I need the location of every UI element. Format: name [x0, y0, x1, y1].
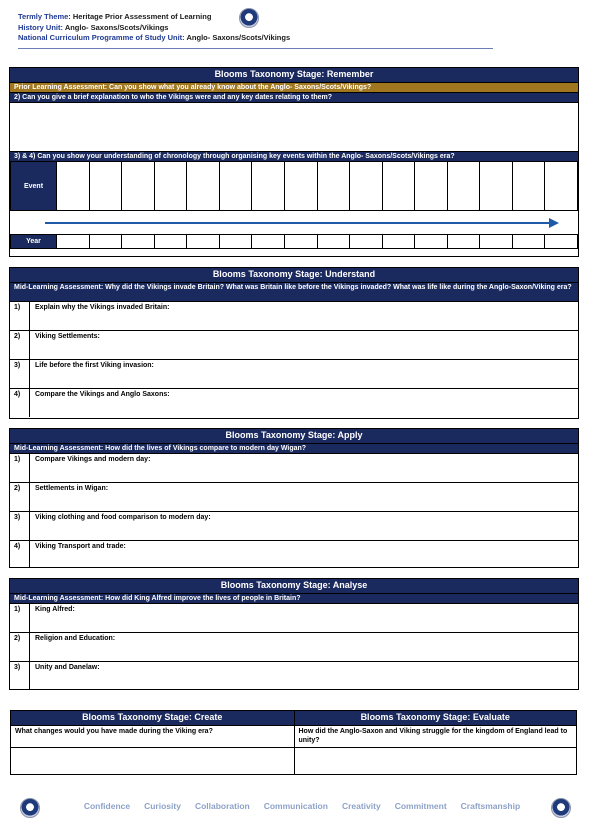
understand-bar: Mid-Learning Assessment: Why did the Vikings invade Britain? What was Britain like before the Vikings invaded? What was life like during the Anglo-Saxon/Viking era?: [10, 282, 578, 301]
row-prompt: Religion and Education:: [35, 635, 116, 642]
evaluate-question: How did the Anglo-Saxon and Viking struggle for the kingdom of England lead to unity?: [295, 725, 577, 747]
event-cell[interactable]: [512, 162, 545, 211]
termly-theme-value: Heritage Prior Assessment of Learning: [72, 12, 212, 21]
year-cell[interactable]: [350, 235, 383, 249]
apply-title: Blooms Taxonomy Stage: Apply: [10, 429, 578, 443]
remember-section: [9, 67, 579, 257]
year-cell[interactable]: [89, 235, 122, 249]
curriculum-label: National Curriculum Programme of Study Unit:: [18, 33, 185, 42]
row-number: 3): [10, 662, 30, 689]
curriculum-value: Anglo- Saxons/Scots/Vikings: [186, 33, 291, 42]
event-cell[interactable]: [284, 162, 317, 211]
evaluate-title: Blooms Taxonomy Stage: Evaluate: [295, 711, 577, 725]
event-cell[interactable]: [447, 162, 480, 211]
row-number: 4): [10, 389, 30, 417]
event-cell[interactable]: [122, 162, 155, 211]
header-divider: [18, 48, 493, 49]
event-cell[interactable]: [57, 162, 90, 211]
analyse-row[interactable]: [10, 661, 578, 689]
row-prompt: Viking clothing and food comparison to modern day:: [35, 514, 211, 521]
event-cell[interactable]: [545, 162, 578, 211]
event-row: [11, 162, 578, 211]
timeline-arrow-row: [11, 211, 578, 235]
curriculum-line: [18, 33, 498, 44]
row-prompt: Unity and Danelaw:: [35, 664, 100, 671]
year-cell[interactable]: [252, 235, 285, 249]
event-cell[interactable]: [317, 162, 350, 211]
year-cell[interactable]: [512, 235, 545, 249]
value-commitment: Commitment: [394, 801, 447, 811]
value-confidence: Confidence: [83, 801, 131, 811]
understand-row[interactable]: [10, 330, 578, 359]
row-prompt: Compare Vikings and modern day:: [35, 456, 151, 463]
timeline-table: [10, 161, 578, 249]
event-cell[interactable]: [382, 162, 415, 211]
year-row: [11, 235, 578, 249]
value-craftsmanship: Craftsmanship: [460, 801, 521, 811]
row-prompt: Life before the first Viking invasion:: [35, 362, 154, 369]
row-number: 2): [10, 331, 30, 359]
year-label: Year: [11, 235, 57, 249]
event-cell[interactable]: [415, 162, 448, 211]
event-cell[interactable]: [154, 162, 187, 211]
analyse-title: Blooms Taxonomy Stage: Analyse: [10, 579, 578, 593]
remember-title: Blooms Taxonomy Stage: Remember: [10, 68, 578, 82]
understand-section: [9, 267, 579, 419]
event-label: Event: [11, 162, 57, 211]
year-cell[interactable]: [415, 235, 448, 249]
event-cell[interactable]: [480, 162, 513, 211]
termly-theme-label: Termly Theme:: [18, 12, 71, 21]
remember-answer-2[interactable]: [10, 102, 578, 151]
row-prompt: Viking Settlements:: [35, 333, 100, 340]
prior-learning-bar: Prior Learning Assessment: Can you show what you already know about the Anglo- Saxons/Scots/Vikings?: [10, 82, 578, 92]
year-cell[interactable]: [219, 235, 252, 249]
apply-section: [9, 428, 579, 568]
create-column: [11, 711, 294, 774]
timeline-arrow-icon: [45, 217, 565, 229]
understand-title: Blooms Taxonomy Stage: Understand: [10, 268, 578, 282]
apply-bar: Mid-Learning Assessment: How did the lives of Vikings compare to modern day Wigan?: [10, 443, 578, 453]
year-cell[interactable]: [57, 235, 90, 249]
row-prompt: King Alfred:: [35, 606, 75, 613]
create-question: What changes would you have made during the Viking era?: [11, 725, 294, 747]
understand-row[interactable]: [10, 388, 578, 417]
event-cell[interactable]: [350, 162, 383, 211]
year-cell[interactable]: [382, 235, 415, 249]
apply-row[interactable]: [10, 453, 578, 482]
apply-row[interactable]: [10, 540, 578, 568]
history-unit-line: [18, 23, 498, 34]
event-cell[interactable]: [187, 162, 220, 211]
row-number: 3): [10, 512, 30, 540]
create-answer[interactable]: [11, 747, 294, 774]
create-evaluate-section: [10, 710, 577, 775]
row-prompt: Explain why the Vikings invaded Britain:: [35, 304, 170, 311]
analyse-row[interactable]: [10, 603, 578, 632]
apply-row[interactable]: [10, 511, 578, 540]
row-number: 2): [10, 483, 30, 511]
event-cell[interactable]: [219, 162, 252, 211]
value-creativity: Creativity: [341, 801, 381, 811]
year-cell[interactable]: [545, 235, 578, 249]
row-number: 2): [10, 633, 30, 661]
event-cell[interactable]: [252, 162, 285, 211]
remember-question-3-4: 3) & 4) Can you show your understanding of chronology through organising key events within the Anglo- Saxons/Scots/Vikings era?: [10, 151, 578, 161]
year-cell[interactable]: [122, 235, 155, 249]
year-cell[interactable]: [154, 235, 187, 249]
create-title: Blooms Taxonomy Stage: Create: [11, 711, 294, 725]
row-number: 1): [10, 604, 30, 632]
history-unit-value: Anglo- Saxons/Scots/Vikings: [64, 22, 169, 32]
year-cell[interactable]: [284, 235, 317, 249]
evaluate-answer[interactable]: [295, 747, 577, 774]
row-number: 4): [10, 541, 30, 568]
event-cell[interactable]: [89, 162, 122, 211]
school-crest-icon: [239, 8, 259, 28]
history-unit-label: History Unit:: [18, 22, 63, 32]
value-collaboration: Collaboration: [194, 801, 250, 811]
remember-question-2: 2) Can you give a brief explanation to who the Vikings were and any key dates relating to them?: [10, 92, 578, 102]
year-cell[interactable]: [317, 235, 350, 249]
understand-row[interactable]: [10, 359, 578, 388]
year-cell[interactable]: [480, 235, 513, 249]
year-cell[interactable]: [447, 235, 480, 249]
row-number: 1): [10, 302, 30, 330]
row-prompt: Viking Transport and trade:: [35, 543, 126, 550]
value-curiosity: Curiosity: [144, 801, 181, 811]
row-number: 3): [10, 360, 30, 388]
year-cell[interactable]: [187, 235, 220, 249]
analyse-bar: Mid-Learning Assessment: How did King Alfred improve the lives of people in Britain?: [10, 593, 578, 603]
evaluate-column: [294, 711, 577, 774]
row-number: 1): [10, 454, 30, 482]
timeline-arrow-cell: [11, 211, 578, 235]
school-values-footer: [0, 801, 590, 811]
understand-row[interactable]: [10, 301, 578, 330]
analyse-row[interactable]: [10, 632, 578, 661]
row-prompt: Compare the Vikings and Anglo Saxons:: [35, 391, 170, 398]
value-communication: Communication: [263, 801, 328, 811]
apply-row[interactable]: [10, 482, 578, 511]
analyse-section: [9, 578, 579, 690]
row-prompt: Settlements in Wigan:: [35, 485, 109, 492]
